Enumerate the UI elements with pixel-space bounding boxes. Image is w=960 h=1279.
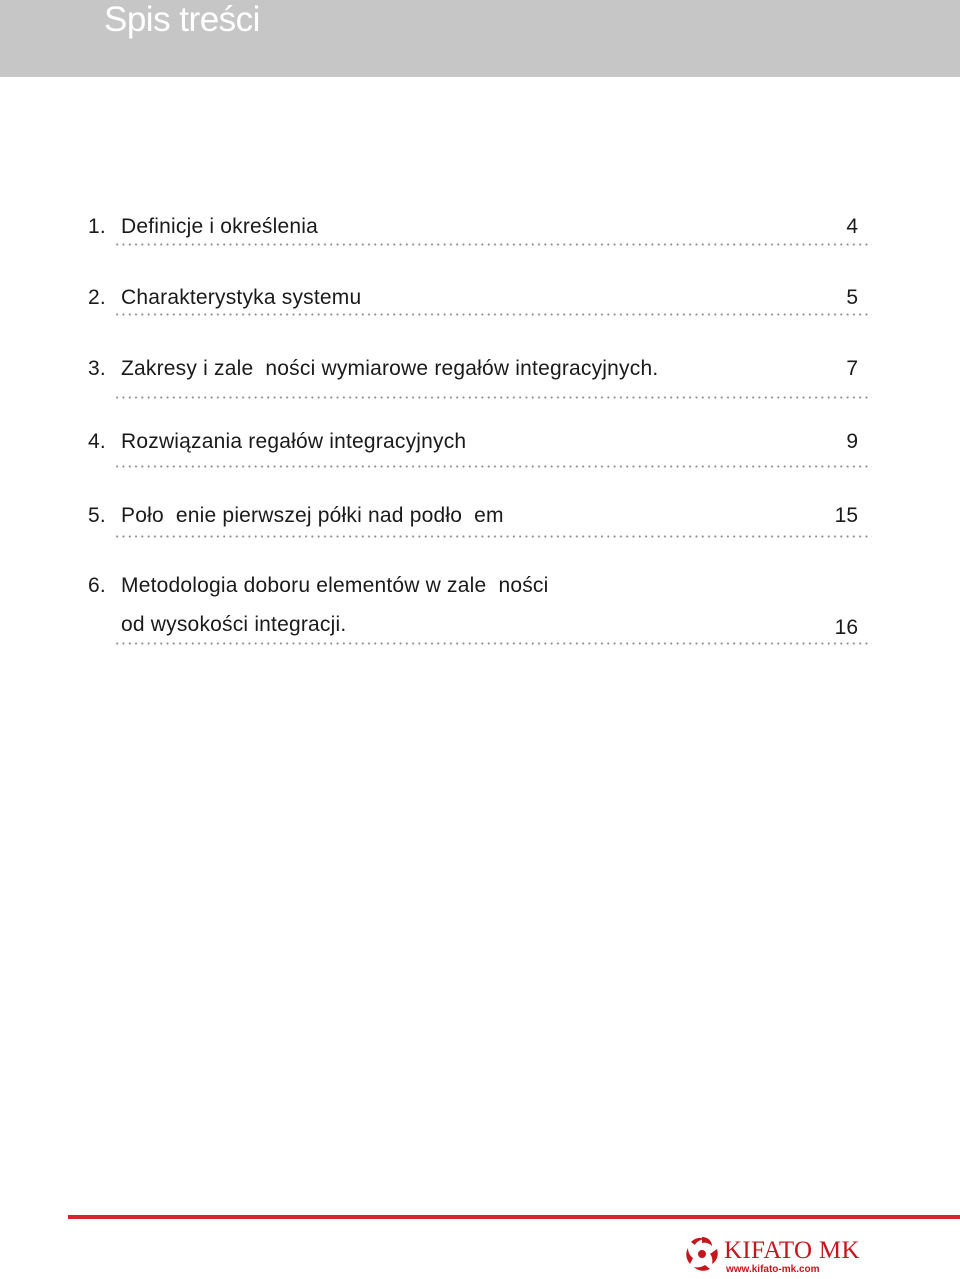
toc-entry-title: Zakresy i zale ności wymiarowe regałów integracyjnych. (121, 357, 659, 380)
toc-entry-page: 16 (834, 616, 858, 639)
dot-leader (114, 396, 872, 399)
footer-rule (68, 1215, 960, 1219)
toc-entry-page: 5 (846, 286, 858, 309)
page-title: Spis treści (104, 0, 260, 39)
toc-entry-number: 4. (88, 430, 106, 453)
dot-leader (114, 535, 872, 538)
toc-entry-title: Rozwiązania regałów integracyjnych (121, 430, 467, 453)
toc-entry-number: 1. (88, 215, 106, 238)
kifato-logo-icon (682, 1234, 722, 1274)
toc-entry-page: 7 (846, 357, 858, 380)
toc-entry-number: 6. (88, 574, 106, 597)
logo-name: KIFATO MK (724, 1237, 860, 1264)
toc-entry-number: 3. (88, 357, 106, 380)
dot-leader (114, 313, 872, 316)
toc-entry-title-continuation: od wysokości integracji. (121, 613, 347, 636)
toc-entry-title: Metodologia doboru elementów w zale ności (121, 574, 549, 597)
toc-entry-title: Definicje i określenia (121, 215, 318, 238)
company-logo (682, 1234, 882, 1276)
dot-leader (114, 465, 872, 468)
toc-entry-title: Poło enie pierwszej półki nad podło em (121, 504, 504, 527)
dot-leader (114, 642, 872, 645)
logo-url: www.kifato-mk.com (726, 1264, 820, 1275)
toc-entry-number: 5. (88, 504, 106, 527)
toc-entry-page: 4 (846, 215, 858, 238)
toc-entry-page: 15 (834, 504, 858, 527)
toc-entry-page: 9 (846, 430, 858, 453)
header-band (0, 0, 960, 77)
toc-entry-number: 2. (88, 286, 106, 309)
dot-leader (114, 243, 872, 246)
toc-entry-title: Charakterystyka systemu (121, 286, 362, 309)
